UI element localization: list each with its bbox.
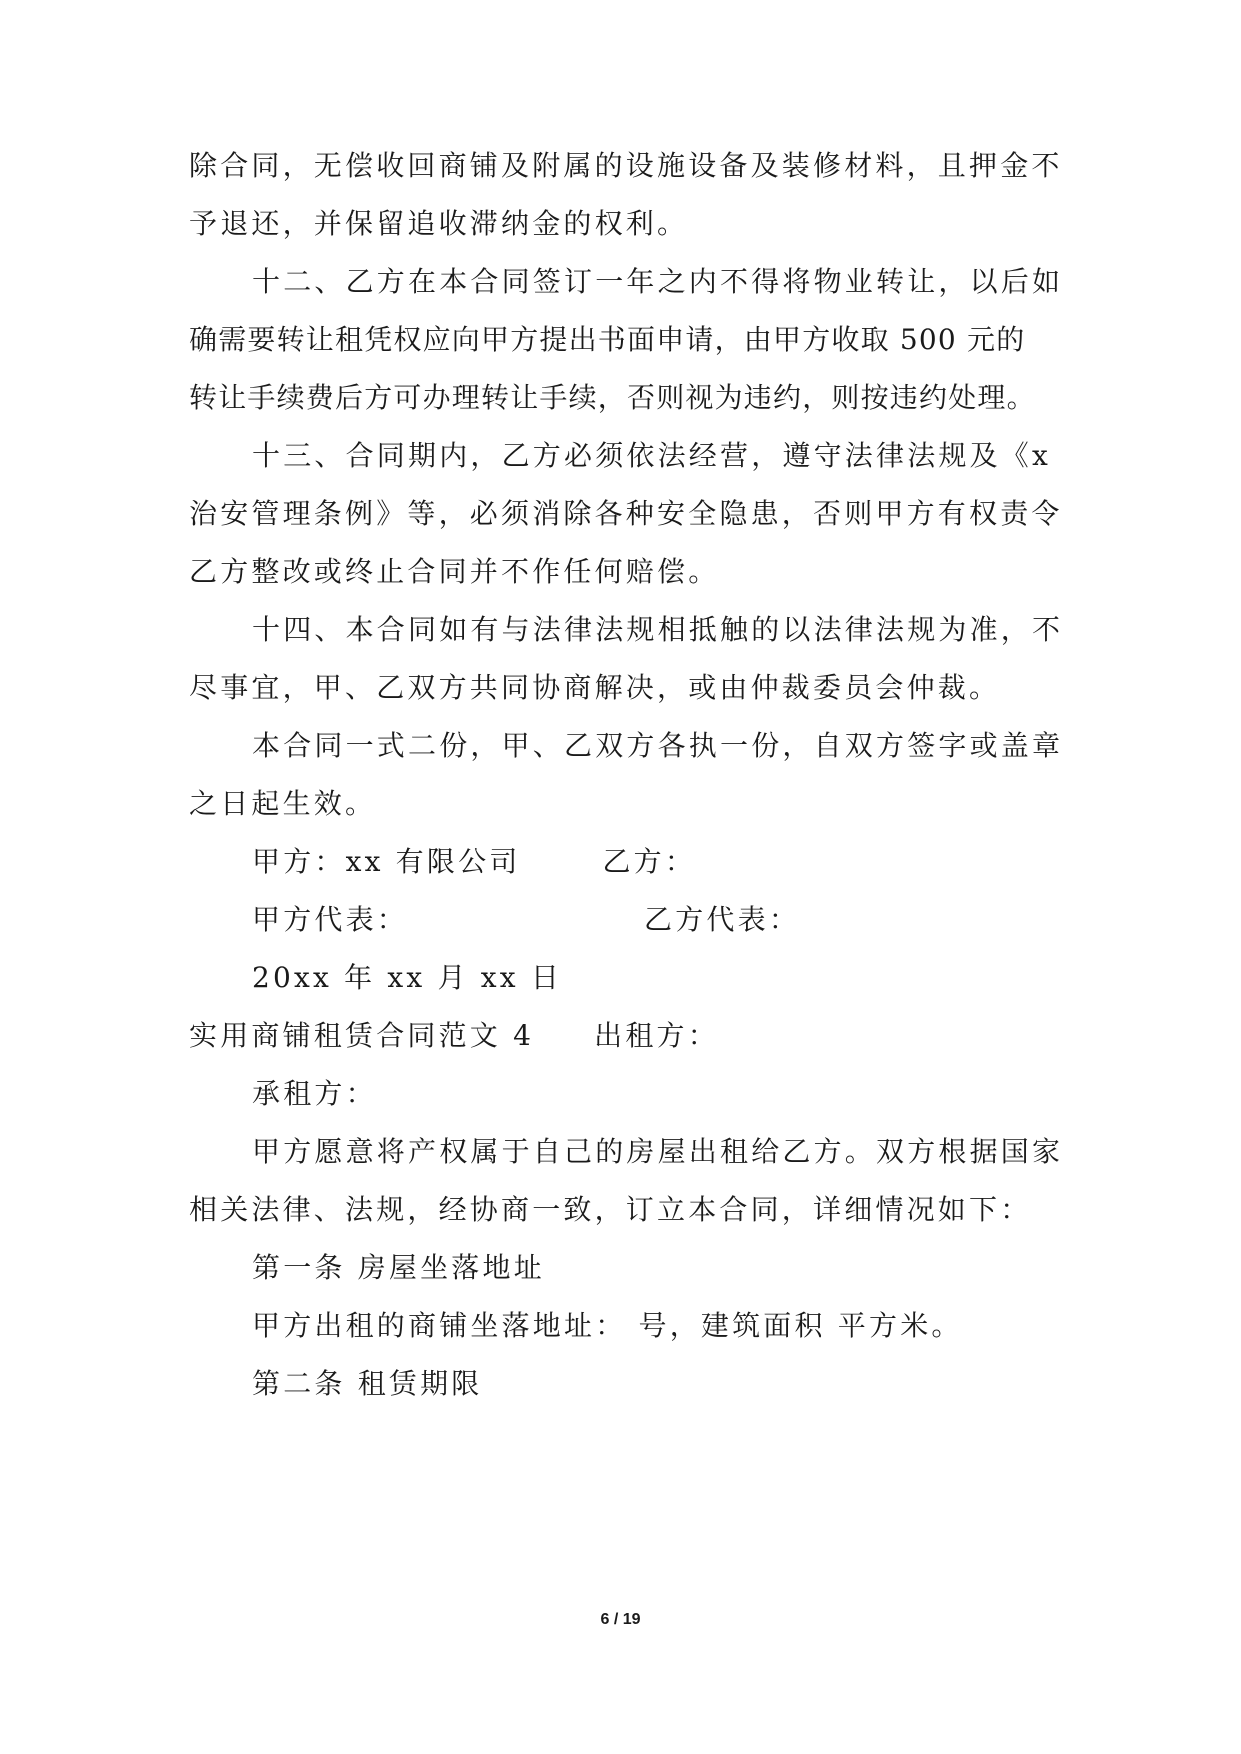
clause-13-line: 十三、合同期内，乙方必须依法经营，遵守法律法规及《x xyxy=(252,439,1051,472)
paragraph-line: 尽事宜，甲、乙双方共同协商解决，或由仲裁委员会仲裁。 xyxy=(189,671,1001,704)
article-2-heading: 第二条 租赁期限 xyxy=(252,1367,483,1400)
lessor-label: 出租方： xyxy=(594,1019,719,1052)
paragraph-line: 乙方整改或终止合同并不作任何赔偿。 xyxy=(189,555,720,588)
paragraph-line: 予退还，并保留追收滞纳金的权利。 xyxy=(189,207,689,240)
party-a-name: 甲方：xx 有限公司 xyxy=(252,845,521,878)
paragraph-line: 除合同，无偿收回商铺及附属的设施设备及装修材料，且押金不 xyxy=(189,149,1063,182)
clause-12-line: 十二、乙方在本合同签订一年之内不得将物业转让，以后如 xyxy=(252,265,1064,298)
section-heading-row xyxy=(189,1016,1059,1056)
lessee-label: 承租方： xyxy=(252,1077,377,1110)
paragraph-line: 确需要转让租凭权应向甲方提出书面申请，由甲方收取 500 元的 xyxy=(189,323,1026,356)
party-b-name: 乙方： xyxy=(602,845,697,878)
signature-row xyxy=(252,842,1122,882)
clause-14-line: 十四、本合同如有与法律法规相抵触的以法律法规为准，不 xyxy=(252,613,1064,646)
intro-line: 甲方愿意将产权属于自己的房屋出租给乙方。双方根据国家 xyxy=(252,1135,1064,1168)
party-a-representative: 甲方代表： xyxy=(252,903,409,936)
paragraph-line: 之日起生效。 xyxy=(189,787,377,820)
party-b-representative: 乙方代表： xyxy=(644,903,801,936)
article-1-address: 甲方出租的商铺坐落地址： 号，建筑面积 平方米。 xyxy=(252,1309,963,1342)
article-1-heading: 第一条 房屋坐落地址 xyxy=(252,1251,545,1284)
page-number: 6 / 19 xyxy=(600,1611,641,1628)
paragraph-line: 治安管理条例》等，必须消除各种安全隐患，否则甲方有权责令 xyxy=(189,497,1063,530)
effective-clause-line: 本合同一式二份，甲、乙双方各执一份，自双方签字或盖章 xyxy=(252,729,1064,762)
paragraph-line: 转让手续费后方可办理转让手续，否则视为违约，则按违约处理。 xyxy=(189,381,1036,414)
paragraph-line: 相关法律、法规，经协商一致，订立本合同，详细情况如下： xyxy=(189,1193,1032,1226)
representative-row xyxy=(252,900,1122,940)
section-title: 实用商铺租赁合同范文 4 xyxy=(189,1019,535,1052)
signing-date: 20xx 年 xx 月 xx 日 xyxy=(252,961,563,994)
